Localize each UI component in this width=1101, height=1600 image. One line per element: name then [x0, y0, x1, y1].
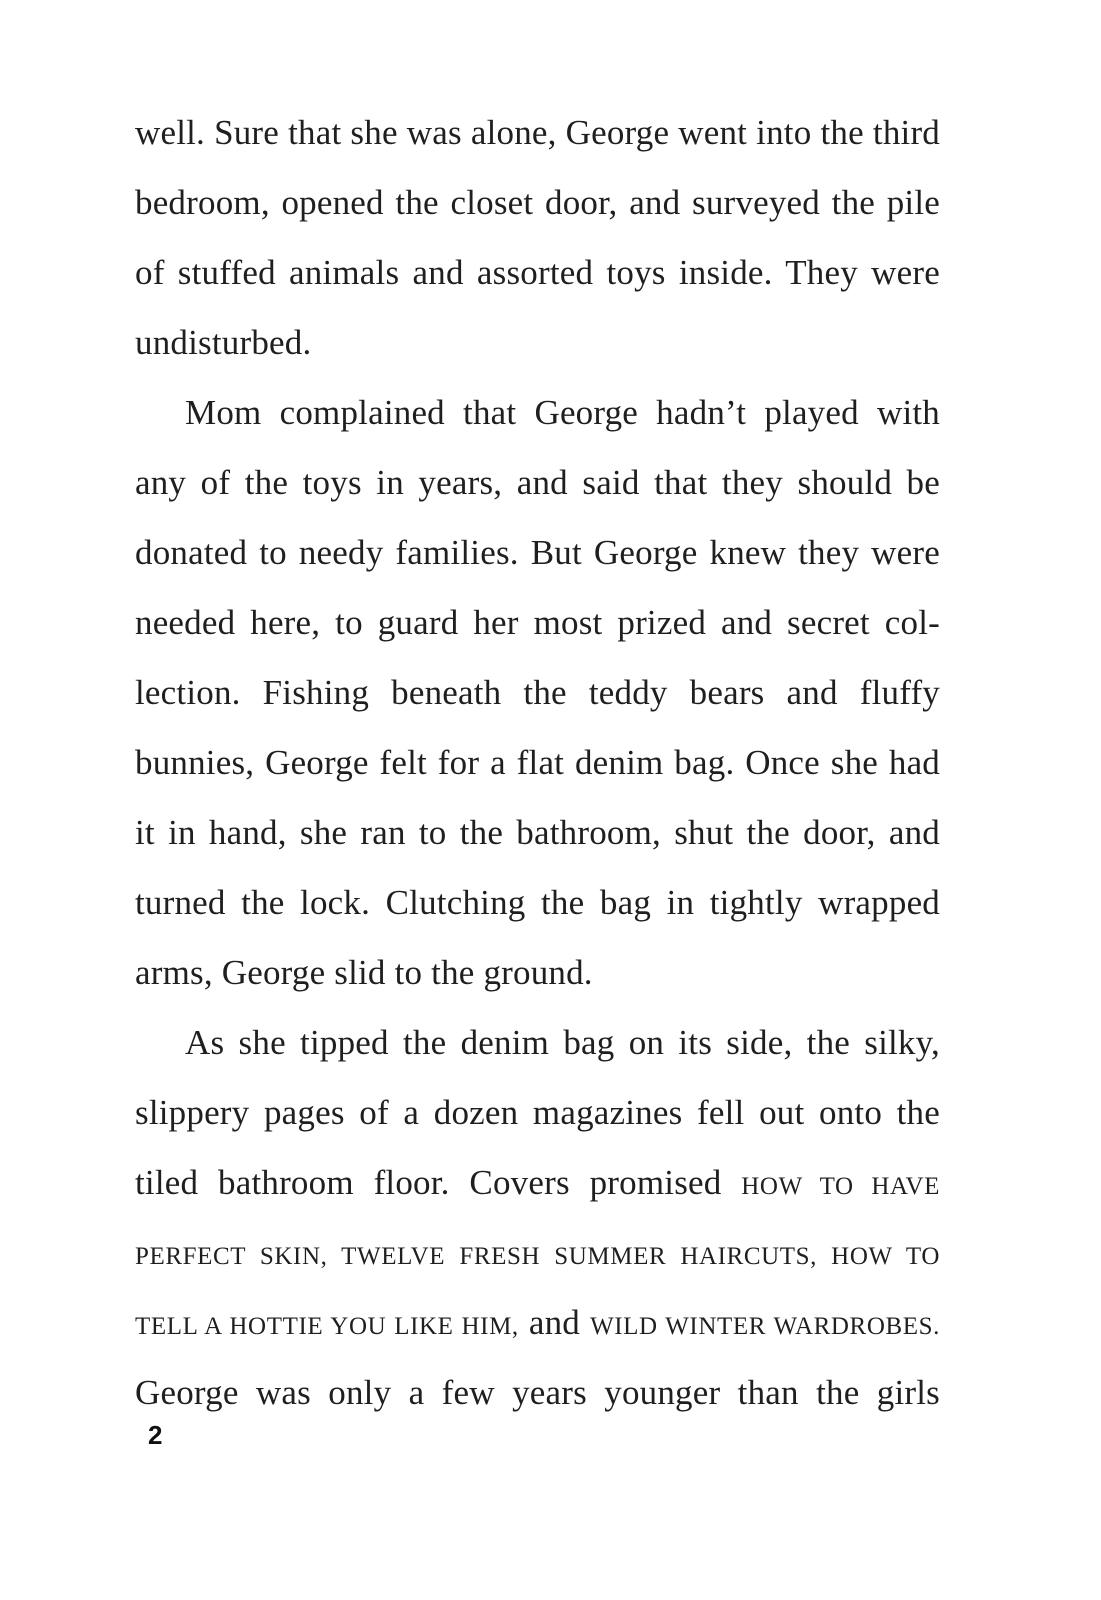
small-caps-run: TELL A HOTTIE YOU LIKE HIM, — [135, 1313, 519, 1340]
text-line: it in hand, she ran to the bathroom, shut the door, and — [135, 813, 940, 852]
text-line: undisturbed. — [135, 323, 312, 362]
text-line: well. Sure that she was alone, George went into the third — [135, 113, 940, 152]
text-line: bunnies, George felt for a flat denim bag. Once she had — [135, 743, 940, 782]
small-caps-run: WILD WINTER WARDROBES. — [590, 1313, 940, 1340]
page-number: 2 — [148, 1420, 163, 1450]
text-run: tiled bathroom floor. Covers promised — [135, 1163, 742, 1202]
text-line: Mom complained that George hadn’t played with — [185, 393, 940, 432]
small-caps-run: PERFECT SKIN, TWELVE FRESH SUMMER HAIRCUTS, HOW TO — [135, 1243, 940, 1270]
text-line: As she tipped the denim bag on its side, the silky, — [185, 1023, 940, 1062]
text-line: arms, George slid to the ground. — [135, 953, 593, 992]
small-caps-run: HOW TO HAVE — [741, 1173, 940, 1200]
text-line: George was only a few years younger than the girls — [135, 1373, 940, 1412]
text-line: of stuffed animals and assorted toys inside. They were — [135, 253, 940, 292]
text-line: donated to needy families. But George knew they were — [135, 533, 940, 572]
text-line: needed here, to guard her most prized and secret col- — [135, 603, 940, 642]
text-line: bedroom, opened the closet door, and surveyed the pile — [135, 183, 940, 222]
text-line: slippery pages of a dozen magazines fell out onto the — [135, 1093, 940, 1132]
text-line: any of the toys in years, and said that they should be — [135, 463, 940, 502]
body-text — [135, 98, 940, 1428]
text-line — [135, 1288, 940, 1358]
text-line — [135, 1148, 940, 1218]
text-line: lection. Fishing beneath the teddy bears and fluffy — [135, 673, 940, 712]
text-run: and — [518, 1303, 591, 1342]
text-line: turned the lock. Clutching the bag in tightly wrapped — [135, 883, 940, 922]
text-line — [135, 1218, 940, 1288]
